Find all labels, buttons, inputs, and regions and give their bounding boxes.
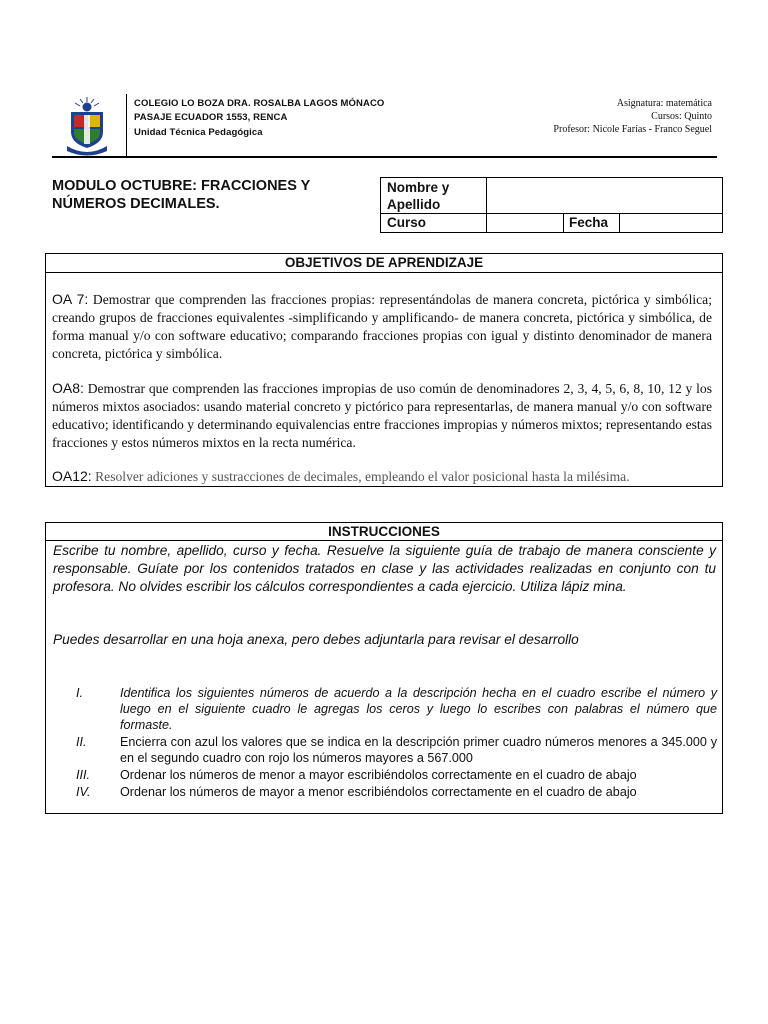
item-text: Ordenar los números de mayor a menor escribiéndolos correctamente en el cuadro de abajo (120, 785, 637, 799)
objective-code: OA12: (52, 468, 92, 484)
course-field-label: Curso (387, 215, 427, 230)
subject-label: Asignatura: matemática (616, 98, 712, 109)
instructions-note: Puedes desarrollar en una hoja anexa, pero debes adjuntarla para revisar el desarrollo (53, 632, 579, 647)
objectives-heading: OBJETIVOS DE APRENDIZAJE (46, 254, 722, 273)
instructions-heading: INSTRUCCIONES (46, 523, 722, 541)
name-label-cell (381, 178, 487, 214)
item-number: III. (76, 768, 90, 782)
name-input-cell[interactable] (487, 178, 722, 214)
item-text: Identifica los siguientes números de acuerdo a la descripción hecha en el cuadro escribe el número y luego en el siguiente cuadro le agregas los ceros y luego lo escribes con palabras el número que formaste. (120, 686, 717, 732)
item-number: I. (76, 686, 83, 700)
name-label: Nombre y Apellido (387, 180, 450, 212)
objective-code: OA8: (52, 380, 84, 396)
item-text: Ordenar los números de menor a mayor escribiéndolos correctamente en el cuadro de abajo (120, 768, 637, 782)
instructions-paragraph: Escribe tu nombre, apellido, curso y fecha. Resuelve la siguiente guía de trabajo de manera consciente y responsable. Guíate por los contenidos tratados en clase y las actividades realizadas en conjunto con tu profesora. No olvides escribir los cálculos correspondientes a cada ejercicio. Utiliza lápiz mina. (53, 543, 716, 594)
school-address: PASAJE ECUADOR 1553, RENCA (134, 112, 288, 123)
item-number: IV. (76, 785, 91, 799)
date-label-cell (564, 214, 620, 232)
student-info-table (380, 177, 723, 233)
objective-code: OA 7: (52, 291, 89, 307)
objective-text: Demostrar que comprenden las fracciones impropias de uso común de denominadores 2, 3, 4, 5, 6, 8, 10, 12 y los números mixtos asociados: usando material concreto y pictórico para representarlas, de manera manual y/o con software educativo; identificando y determinando equivalencias entre fracciones impropias y números mixtos; representando estas fracciones y estos números mixtos en la recta numérica. (52, 381, 712, 450)
objective-text: Demostrar que comprenden las fracciones propias: representándolas de manera concreta, pictórica y simbólica; creando grupos de fracciones equivalentes -simplificando y amplificando- de manera concreta, pictórica y simbólica, de forma manual y/o con software educativo; comparando fracciones propias con igual y distinto denominador de manera concreta, pictórica y simbólica. (52, 292, 712, 361)
course-label: Cursos: Quinto (651, 111, 712, 122)
header-divider-horizontal (52, 156, 717, 158)
module-title: MODULO OCTUBRE: FRACCIONES Y NÚMEROS DECIMALES. (52, 178, 311, 212)
objectives-box (45, 253, 723, 487)
objective-oa8 (52, 379, 712, 452)
school-crest-logo (64, 96, 110, 156)
crest-emblem-icon (64, 96, 110, 156)
item-number: II. (76, 735, 87, 749)
date-input-cell[interactable] (620, 214, 722, 232)
teacher-label: Profesor: Nicole Farías - Franco Seguel (553, 124, 712, 135)
objective-oa12 (52, 467, 712, 486)
crest-sun (83, 103, 92, 112)
objective-oa7 (52, 290, 712, 363)
school-name: COLEGIO LO BOZA DRA. ROSALBA LAGOS MÓNACO (134, 98, 385, 109)
header-divider-vertical (126, 94, 127, 156)
crest-cross (84, 115, 90, 144)
item-text: Encierra con azul los valores que se indica en la descripción primer cuadro números menores a 345.000 y en el segundo cuadro con rojo los números mayores a 567.000 (120, 735, 717, 765)
course-label-cell (381, 214, 487, 232)
objective-text: Resolver adiciones y sustracciones de decimales, empleando el valor posicional hasta la milésima. (91, 469, 630, 484)
school-unit: Unidad Técnica Pedagógica (134, 127, 263, 138)
date-field-label: Fecha (569, 215, 609, 230)
instructions-box (45, 522, 723, 814)
course-input-cell[interactable] (487, 214, 564, 232)
